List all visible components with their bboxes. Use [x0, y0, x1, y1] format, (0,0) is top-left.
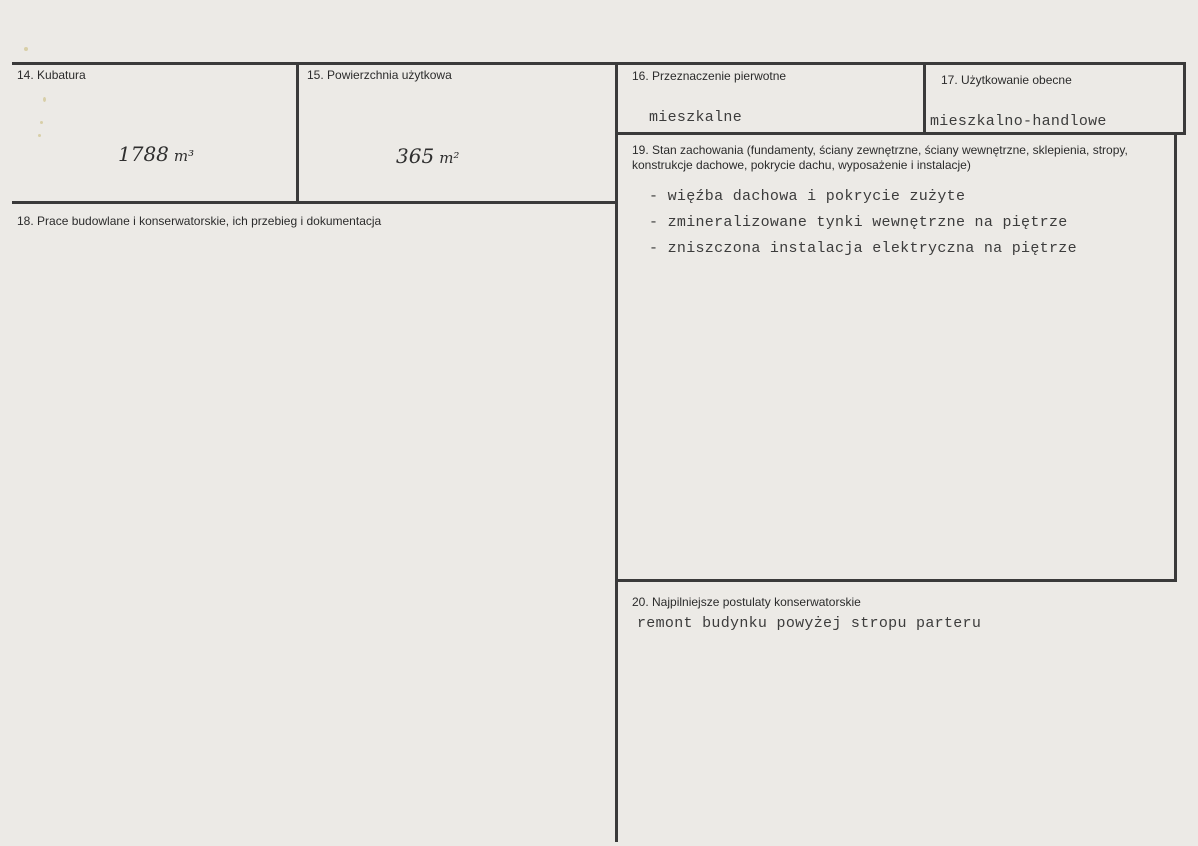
field-16-label: 16. Przeznaczenie pierwotne	[632, 69, 787, 83]
field-20-value: remont budynku powyżej stropu parteru	[637, 615, 982, 632]
field-15-value	[396, 144, 459, 168]
kubatura-unit: m³	[173, 147, 195, 165]
field-19-item-2: - zmineralizowane tynki wewnętrzne na piętrze	[649, 214, 1068, 231]
vertical-right-19	[1174, 135, 1177, 582]
field-15-label: 15. Powierzchnia użytkowa	[307, 68, 452, 82]
paper-speck	[40, 121, 43, 124]
vertical-main	[615, 62, 618, 842]
rule-under-19	[617, 579, 1177, 582]
field-14-label: 14. Kubatura	[17, 68, 86, 82]
field-19-item-1: - więźba dachowa i pokrycie zużyte	[649, 188, 966, 205]
vertical-right-17	[1183, 62, 1186, 135]
rule-under-16-17	[617, 132, 1186, 135]
field-20-label: 20. Najpilniejsze postulaty konserwatorskie	[632, 595, 861, 609]
field-19-item-3: - zniszczona instalacja elektryczna na piętrze	[649, 240, 1077, 257]
paper-speck	[38, 134, 41, 137]
powierzchnia-number: 365	[396, 144, 435, 168]
kubatura-number: 1788	[118, 142, 169, 166]
vertical-16-17	[923, 62, 926, 135]
field-19-label: 19. Stan zachowania (fundamenty, ściany zewnętrzne, ściany wewnętrzne, sklepienia, stropy, konstrukcje dachowe, pokrycie dachu, wyposażenie i instalacje)	[632, 143, 1128, 172]
paper-speck	[43, 97, 46, 102]
rule-under-14-15	[12, 201, 618, 204]
vertical-14-15	[296, 62, 299, 204]
field-17-label: 17. Użytkowanie obecne	[941, 73, 1072, 87]
field-14-value	[118, 142, 194, 166]
field-16-value: mieszkalne	[649, 109, 743, 126]
powierzchnia-unit: m²	[439, 149, 460, 167]
top-rule	[12, 62, 1186, 65]
field-17-value: mieszkalno-handlowe	[930, 113, 1107, 130]
paper-speck	[24, 47, 28, 51]
field-18-label: 18. Prace budowlane i konserwatorskie, ich przebieg i dokumentacja	[17, 214, 382, 228]
